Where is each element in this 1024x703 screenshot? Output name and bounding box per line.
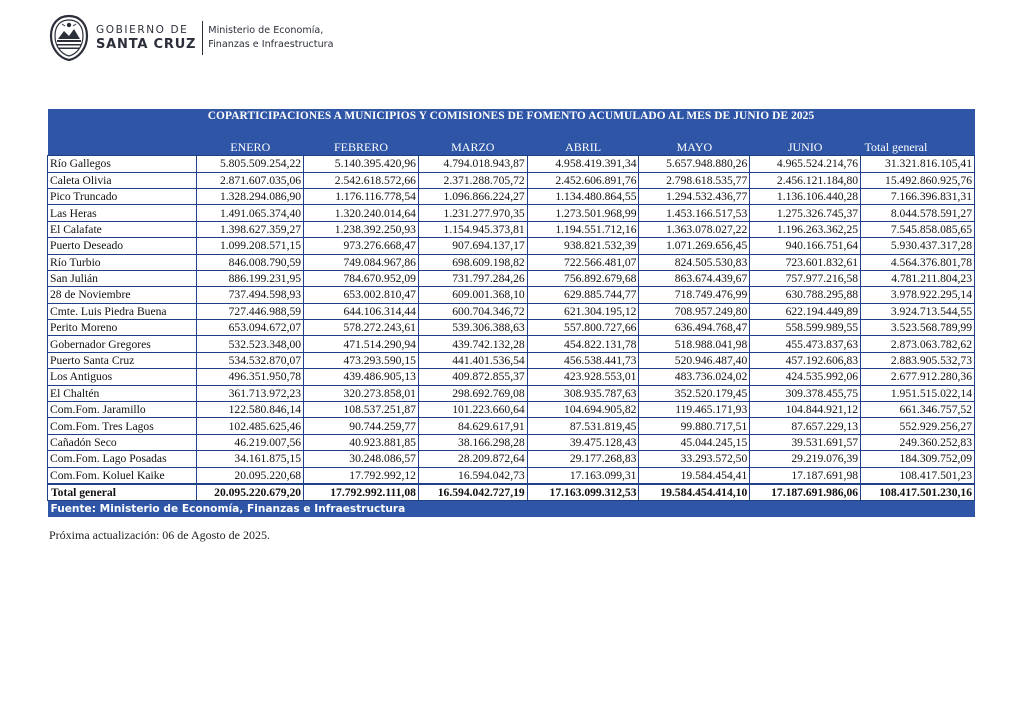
- amount-cell: 644.106.314,44: [304, 303, 419, 319]
- total-amount-cell: 19.584.454.414,10: [639, 484, 750, 501]
- amount-cell: 17.792.992,12: [304, 467, 419, 484]
- amount-cell: 2.542.618.572,66: [304, 172, 419, 188]
- amount-cell: 723.601.832,61: [750, 254, 861, 270]
- amount-cell: 520.946.487,40: [639, 352, 750, 368]
- amount-cell: 2.873.063.782,62: [861, 336, 975, 352]
- amount-cell: 824.505.530,83: [639, 254, 750, 270]
- amount-cell: 483.736.024,02: [639, 369, 750, 385]
- municipality-name: El Chaltén: [48, 385, 197, 401]
- amount-cell: 439.742.132,28: [418, 336, 527, 352]
- amount-cell: 757.977.216,58: [750, 270, 861, 286]
- amount-cell: 496.351.950,78: [197, 369, 304, 385]
- municipality-name: Puerto Santa Cruz: [48, 352, 197, 368]
- table-row: [48, 434, 975, 450]
- header-corner: [48, 140, 197, 156]
- amount-cell: 456.538.441,73: [527, 352, 639, 368]
- amount-cell: 1.071.269.656,45: [639, 238, 750, 254]
- table-row: [48, 385, 975, 401]
- amount-cell: 87.657.229,13: [750, 418, 861, 434]
- municipality-name: Las Heras: [48, 205, 197, 221]
- amount-cell: 600.704.346,72: [418, 303, 527, 319]
- government-name: [96, 21, 203, 55]
- municipality-name: Puerto Deseado: [48, 238, 197, 254]
- table-row: [48, 172, 975, 188]
- amount-cell: 846.008.790,59: [197, 254, 304, 270]
- amount-cell: 973.276.668,47: [304, 238, 419, 254]
- amount-cell: 122.580.846,14: [197, 402, 304, 418]
- amount-cell: 557.800.727,66: [527, 320, 639, 336]
- amount-cell: 473.293.590,15: [304, 352, 419, 368]
- amount-cell: 630.788.295,88: [750, 287, 861, 303]
- amount-cell: 1.096.866.224,27: [418, 188, 527, 204]
- amount-cell: 5.140.395.420,96: [304, 156, 419, 172]
- amount-cell: 87.531.819,45: [527, 418, 639, 434]
- amount-cell: 1.363.078.027,22: [639, 221, 750, 237]
- table-row: [48, 254, 975, 270]
- total-amount-cell: 16.594.042.727,19: [418, 484, 527, 501]
- coparticipation-table-container: [47, 109, 975, 517]
- amount-cell: 308.935.787,63: [527, 385, 639, 401]
- amount-cell: 4.564.376.801,78: [861, 254, 975, 270]
- amount-cell: 863.674.439,67: [639, 270, 750, 286]
- amount-cell: 1.328.294.086,90: [197, 188, 304, 204]
- municipality-name: Com.Fom. Koluel Kaike: [48, 467, 197, 484]
- amount-cell: 2.456.121.184,80: [750, 172, 861, 188]
- amount-cell: 756.892.679,68: [527, 270, 639, 286]
- amount-cell: 708.957.249,80: [639, 303, 750, 319]
- source-row: [48, 501, 975, 517]
- amount-cell: 423.928.553,01: [527, 369, 639, 385]
- total-row: [48, 484, 975, 501]
- municipality-name: Cañadón Seco: [48, 434, 197, 450]
- ministry-name: [203, 21, 333, 55]
- amount-cell: 33.293.572,50: [639, 451, 750, 467]
- amount-cell: 636.494.768,47: [639, 320, 750, 336]
- amount-cell: 31.321.816.105,41: [861, 156, 975, 172]
- amount-cell: 653.094.672,07: [197, 320, 304, 336]
- amount-cell: 38.166.298,28: [418, 434, 527, 450]
- municipality-name: Cmte. Luis Piedra Buena: [48, 303, 197, 319]
- amount-cell: 1.491.065.374,40: [197, 205, 304, 221]
- total-amount-cell: 20.095.220.679,20: [197, 484, 304, 501]
- amount-cell: 552.929.256,27: [861, 418, 975, 434]
- table-row: [48, 320, 975, 336]
- amount-cell: 718.749.476,99: [639, 287, 750, 303]
- amount-cell: 39.475.128,43: [527, 434, 639, 450]
- amount-cell: 539.306.388,63: [418, 320, 527, 336]
- column-header: ENERO: [197, 140, 304, 156]
- municipality-name: Caleta Olivia: [48, 172, 197, 188]
- amount-cell: 1.275.326.745,37: [750, 205, 861, 221]
- table-row: [48, 369, 975, 385]
- amount-cell: 558.599.989,55: [750, 320, 861, 336]
- amount-cell: 298.692.769,08: [418, 385, 527, 401]
- amount-cell: 1.238.392.250,93: [304, 221, 419, 237]
- table-row: [48, 336, 975, 352]
- amount-cell: 309.378.455,75: [750, 385, 861, 401]
- column-header: Total general: [861, 140, 975, 156]
- amount-cell: 622.194.449,89: [750, 303, 861, 319]
- municipality-name: Perito Moreno: [48, 320, 197, 336]
- amount-cell: 1.398.627.359,27: [197, 221, 304, 237]
- table-row: [48, 352, 975, 368]
- amount-cell: 1.231.277.970,35: [418, 205, 527, 221]
- amount-cell: 361.713.972,23: [197, 385, 304, 401]
- amount-cell: 5.930.437.317,28: [861, 238, 975, 254]
- table-row: [48, 402, 975, 418]
- municipality-name: Gobernador Gregores: [48, 336, 197, 352]
- amount-cell: 1.134.480.864,55: [527, 188, 639, 204]
- column-header: JUNIO: [750, 140, 861, 156]
- table-row: [48, 418, 975, 434]
- total-amount-cell: 108.417.501.230,16: [861, 484, 975, 501]
- source-note: Fuente: Ministerio de Economía, Finanzas e Infraestructura: [48, 501, 975, 517]
- total-amount-cell: 17.792.992.111,08: [304, 484, 419, 501]
- municipality-name: Río Gallegos: [48, 156, 197, 172]
- coparticipation-table: [47, 109, 975, 517]
- amount-cell: 4.965.524.214,76: [750, 156, 861, 172]
- amount-cell: 5.805.509.254,22: [197, 156, 304, 172]
- table-row: [48, 156, 975, 172]
- amount-cell: 907.694.137,17: [418, 238, 527, 254]
- amount-cell: 4.958.419.391,34: [527, 156, 639, 172]
- table-row: [48, 188, 975, 204]
- amount-cell: 940.166.751,64: [750, 238, 861, 254]
- amount-cell: 532.523.348,00: [197, 336, 304, 352]
- amount-cell: 1.294.532.436,77: [639, 188, 750, 204]
- amount-cell: 2.371.288.705,72: [418, 172, 527, 188]
- amount-cell: 2.871.607.035,06: [197, 172, 304, 188]
- amount-cell: 28.209.872,64: [418, 451, 527, 467]
- amount-cell: 2.798.618.535,77: [639, 172, 750, 188]
- amount-cell: 29.219.076,39: [750, 451, 861, 467]
- amount-cell: 749.084.967,86: [304, 254, 419, 270]
- amount-cell: 1.273.501.968,99: [527, 205, 639, 221]
- column-header: FEBRERO: [304, 140, 419, 156]
- municipality-name: Com.Fom. Lago Posadas: [48, 451, 197, 467]
- table-row: [48, 303, 975, 319]
- amount-cell: 1.951.515.022,14: [861, 385, 975, 401]
- amount-cell: 578.272.243,61: [304, 320, 419, 336]
- amount-cell: 17.187.691,98: [750, 467, 861, 484]
- column-header: MAYO: [639, 140, 750, 156]
- total-label: Total general: [48, 484, 197, 501]
- amount-cell: 2.452.606.891,76: [527, 172, 639, 188]
- amount-cell: 1.453.166.517,53: [639, 205, 750, 221]
- total-amount-cell: 17.163.099.312,53: [527, 484, 639, 501]
- municipality-name: Com.Fom. Jaramillo: [48, 402, 197, 418]
- total-amount-cell: 17.187.691.986,06: [750, 484, 861, 501]
- municipality-name: Río Turbio: [48, 254, 197, 270]
- amount-cell: 653.002.810,47: [304, 287, 419, 303]
- municipality-name: Pico Truncado: [48, 188, 197, 204]
- amount-cell: 30.248.086,57: [304, 451, 419, 467]
- amount-cell: 17.163.099,31: [527, 467, 639, 484]
- table-row: [48, 238, 975, 254]
- amount-cell: 886.199.231,95: [197, 270, 304, 286]
- municipality-name: 28 de Noviembre: [48, 287, 197, 303]
- amount-cell: 16.594.042,73: [418, 467, 527, 484]
- amount-cell: 7.166.396.831,31: [861, 188, 975, 204]
- amount-cell: 104.694.905,82: [527, 402, 639, 418]
- government-logo: [48, 12, 333, 64]
- amount-cell: 661.346.757,52: [861, 402, 975, 418]
- provincial-seal-icon: [48, 14, 90, 62]
- amount-cell: 455.473.837,63: [750, 336, 861, 352]
- amount-cell: 29.177.268,83: [527, 451, 639, 467]
- amount-cell: 4.781.211.804,23: [861, 270, 975, 286]
- column-header: MARZO: [418, 140, 527, 156]
- amount-cell: 19.584.454,41: [639, 467, 750, 484]
- amount-cell: 1.320.240.014,64: [304, 205, 419, 221]
- amount-cell: 46.219.007,56: [197, 434, 304, 450]
- amount-cell: 439.486.905,13: [304, 369, 419, 385]
- table-title: COPARTICIPACIONES A MUNICIPIOS Y COMISIONES DE FOMENTO ACUMULADO AL MES DE JUNIO DE 2025: [48, 109, 975, 124]
- amount-cell: 40.923.881,85: [304, 434, 419, 450]
- amount-cell: 698.609.198,82: [418, 254, 527, 270]
- amount-cell: 184.309.752,09: [861, 451, 975, 467]
- amount-cell: 441.401.536,54: [418, 352, 527, 368]
- amount-cell: 518.988.041,98: [639, 336, 750, 352]
- amount-cell: 1.154.945.373,81: [418, 221, 527, 237]
- amount-cell: 352.520.179,45: [639, 385, 750, 401]
- amount-cell: 249.360.252,83: [861, 434, 975, 450]
- table-row: [48, 287, 975, 303]
- amount-cell: 737.494.598,93: [197, 287, 304, 303]
- municipality-name: Los Antiguos: [48, 369, 197, 385]
- amount-cell: 3.924.713.544,55: [861, 303, 975, 319]
- amount-cell: 1.176.116.778,54: [304, 188, 419, 204]
- amount-cell: 621.304.195,12: [527, 303, 639, 319]
- amount-cell: 90.744.259,77: [304, 418, 419, 434]
- amount-cell: 731.797.284,26: [418, 270, 527, 286]
- table-row: [48, 221, 975, 237]
- amount-cell: 108.417.501,23: [861, 467, 975, 484]
- amount-cell: 3.978.922.295,14: [861, 287, 975, 303]
- next-update-note: Próxima actualización: 06 de Agosto de 2025.: [49, 528, 270, 542]
- amount-cell: 102.485.625,46: [197, 418, 304, 434]
- table-row: [48, 205, 975, 221]
- amount-cell: 424.535.992,06: [750, 369, 861, 385]
- municipality-name: El Calafate: [48, 221, 197, 237]
- amount-cell: 7.545.858.085,65: [861, 221, 975, 237]
- amount-cell: 722.566.481,07: [527, 254, 639, 270]
- ministry-line1: Ministerio de Economía,: [208, 25, 324, 36]
- amount-cell: 2.677.912.280,36: [861, 369, 975, 385]
- amount-cell: 784.670.952,09: [304, 270, 419, 286]
- municipality-name: Com.Fom. Tres Lagos: [48, 418, 197, 434]
- column-header: ABRIL: [527, 140, 639, 156]
- amount-cell: 101.223.660,64: [418, 402, 527, 418]
- amount-cell: 8.044.578.591,27: [861, 205, 975, 221]
- amount-cell: 727.446.988,59: [197, 303, 304, 319]
- table-title-row: [48, 109, 975, 124]
- gov-line2: SANTA CRUZ: [96, 37, 197, 52]
- amount-cell: 34.161.875,15: [197, 451, 304, 467]
- municipality-name: San Julián: [48, 270, 197, 286]
- amount-cell: 108.537.251,87: [304, 402, 419, 418]
- amount-cell: 20.095.220,68: [197, 467, 304, 484]
- amount-cell: 39.531.691,57: [750, 434, 861, 450]
- amount-cell: 45.044.245,15: [639, 434, 750, 450]
- table-row: [48, 467, 975, 484]
- amount-cell: 629.885.744,77: [527, 287, 639, 303]
- amount-cell: 1.136.106.440,28: [750, 188, 861, 204]
- amount-cell: 320.273.858,01: [304, 385, 419, 401]
- amount-cell: 409.872.855,37: [418, 369, 527, 385]
- amount-cell: 4.794.018.943,87: [418, 156, 527, 172]
- amount-cell: 457.192.606,83: [750, 352, 861, 368]
- amount-cell: 104.844.921,12: [750, 402, 861, 418]
- amount-cell: 2.883.905.532,73: [861, 352, 975, 368]
- table-row: [48, 451, 975, 467]
- gov-line1: GOBIERNO DE: [96, 24, 189, 36]
- amount-cell: 454.822.131,78: [527, 336, 639, 352]
- amount-cell: 1.194.551.712,16: [527, 221, 639, 237]
- amount-cell: 5.657.948.880,26: [639, 156, 750, 172]
- amount-cell: 534.532.870,07: [197, 352, 304, 368]
- table-row: [48, 270, 975, 286]
- amount-cell: 938.821.532,39: [527, 238, 639, 254]
- amount-cell: 1.099.208.571,15: [197, 238, 304, 254]
- amount-cell: 471.514.290,94: [304, 336, 419, 352]
- amount-cell: 119.465.171,93: [639, 402, 750, 418]
- ministry-line2: Finanzas e Infraestructura: [208, 39, 334, 50]
- table-header-row: [48, 140, 975, 156]
- amount-cell: 3.523.568.789,99: [861, 320, 975, 336]
- amount-cell: 15.492.860.925,76: [861, 172, 975, 188]
- amount-cell: 1.196.263.362,25: [750, 221, 861, 237]
- amount-cell: 84.629.617,91: [418, 418, 527, 434]
- amount-cell: 609.001.368,10: [418, 287, 527, 303]
- amount-cell: 99.880.717,51: [639, 418, 750, 434]
- table-spacer-row: [48, 124, 975, 139]
